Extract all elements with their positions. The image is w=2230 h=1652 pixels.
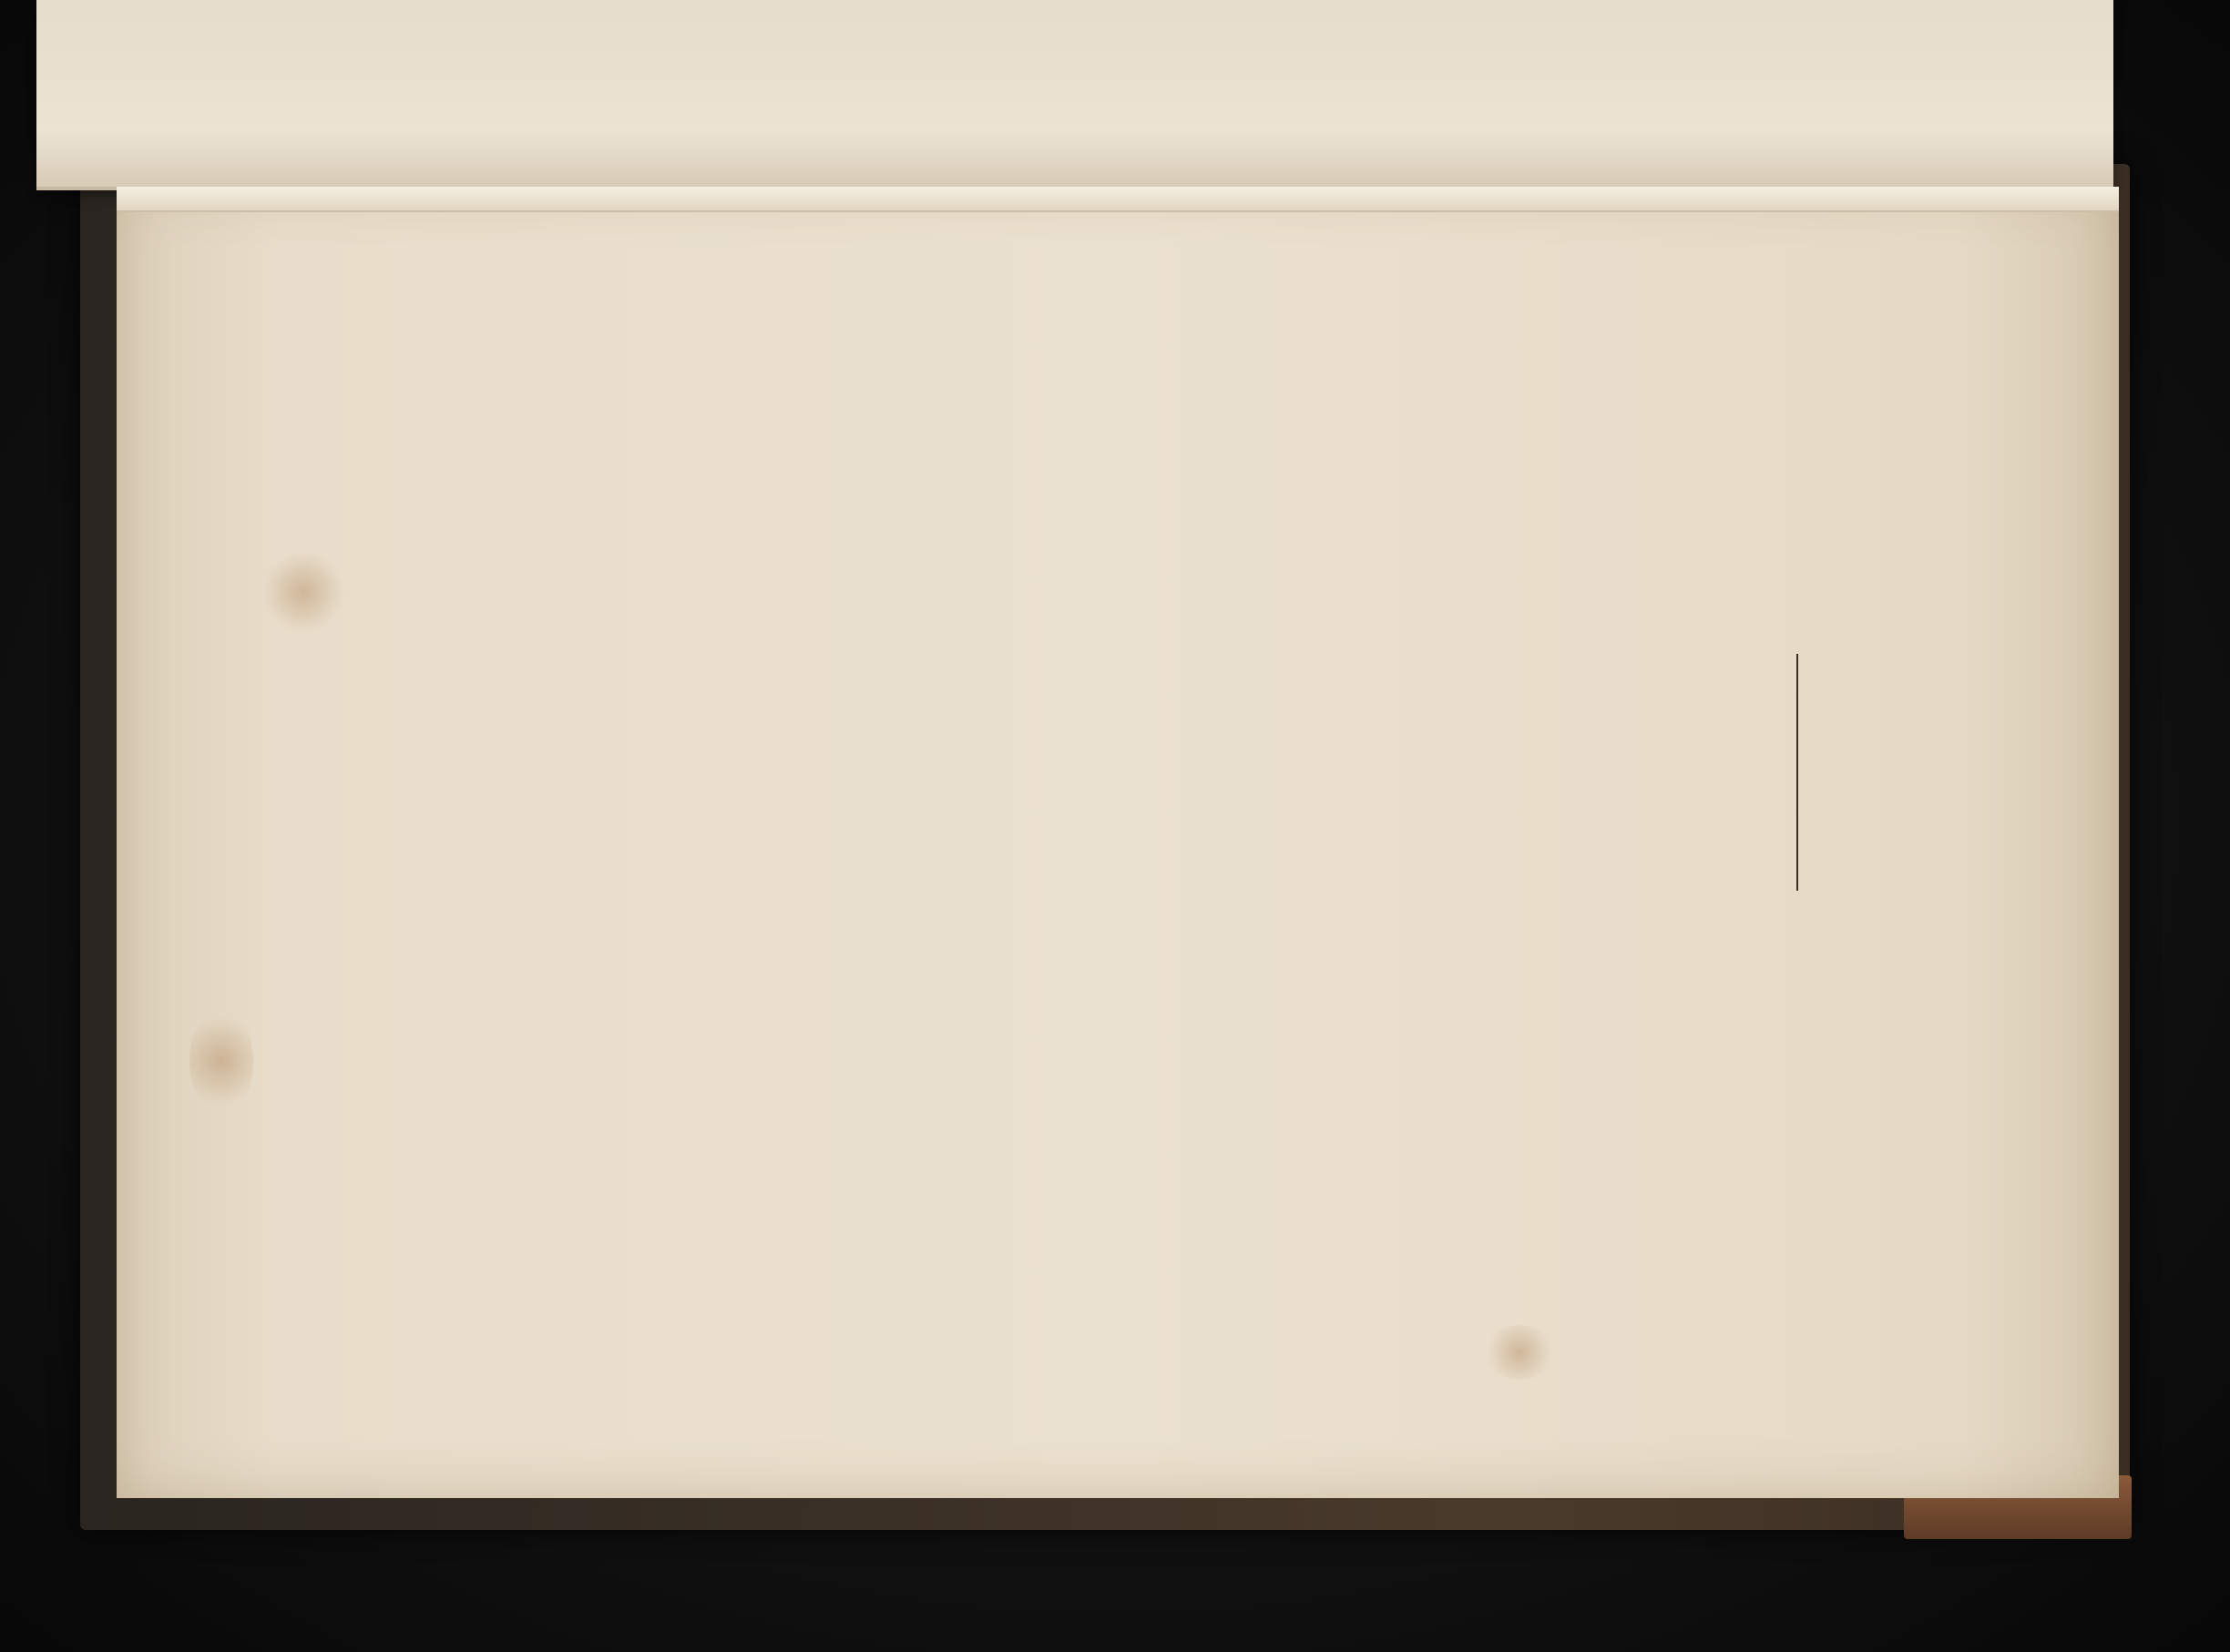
opposite-page-text-area xyxy=(36,0,419,187)
page-gutter xyxy=(117,187,2119,212)
header-rule xyxy=(1796,654,1798,891)
page-stain xyxy=(1483,1325,1556,1380)
page-number xyxy=(1804,271,1858,1273)
opposite-page xyxy=(36,0,2113,190)
opposite-page-lines xyxy=(55,0,419,187)
page-stain xyxy=(189,1006,253,1116)
page-text-block xyxy=(328,271,1858,1273)
